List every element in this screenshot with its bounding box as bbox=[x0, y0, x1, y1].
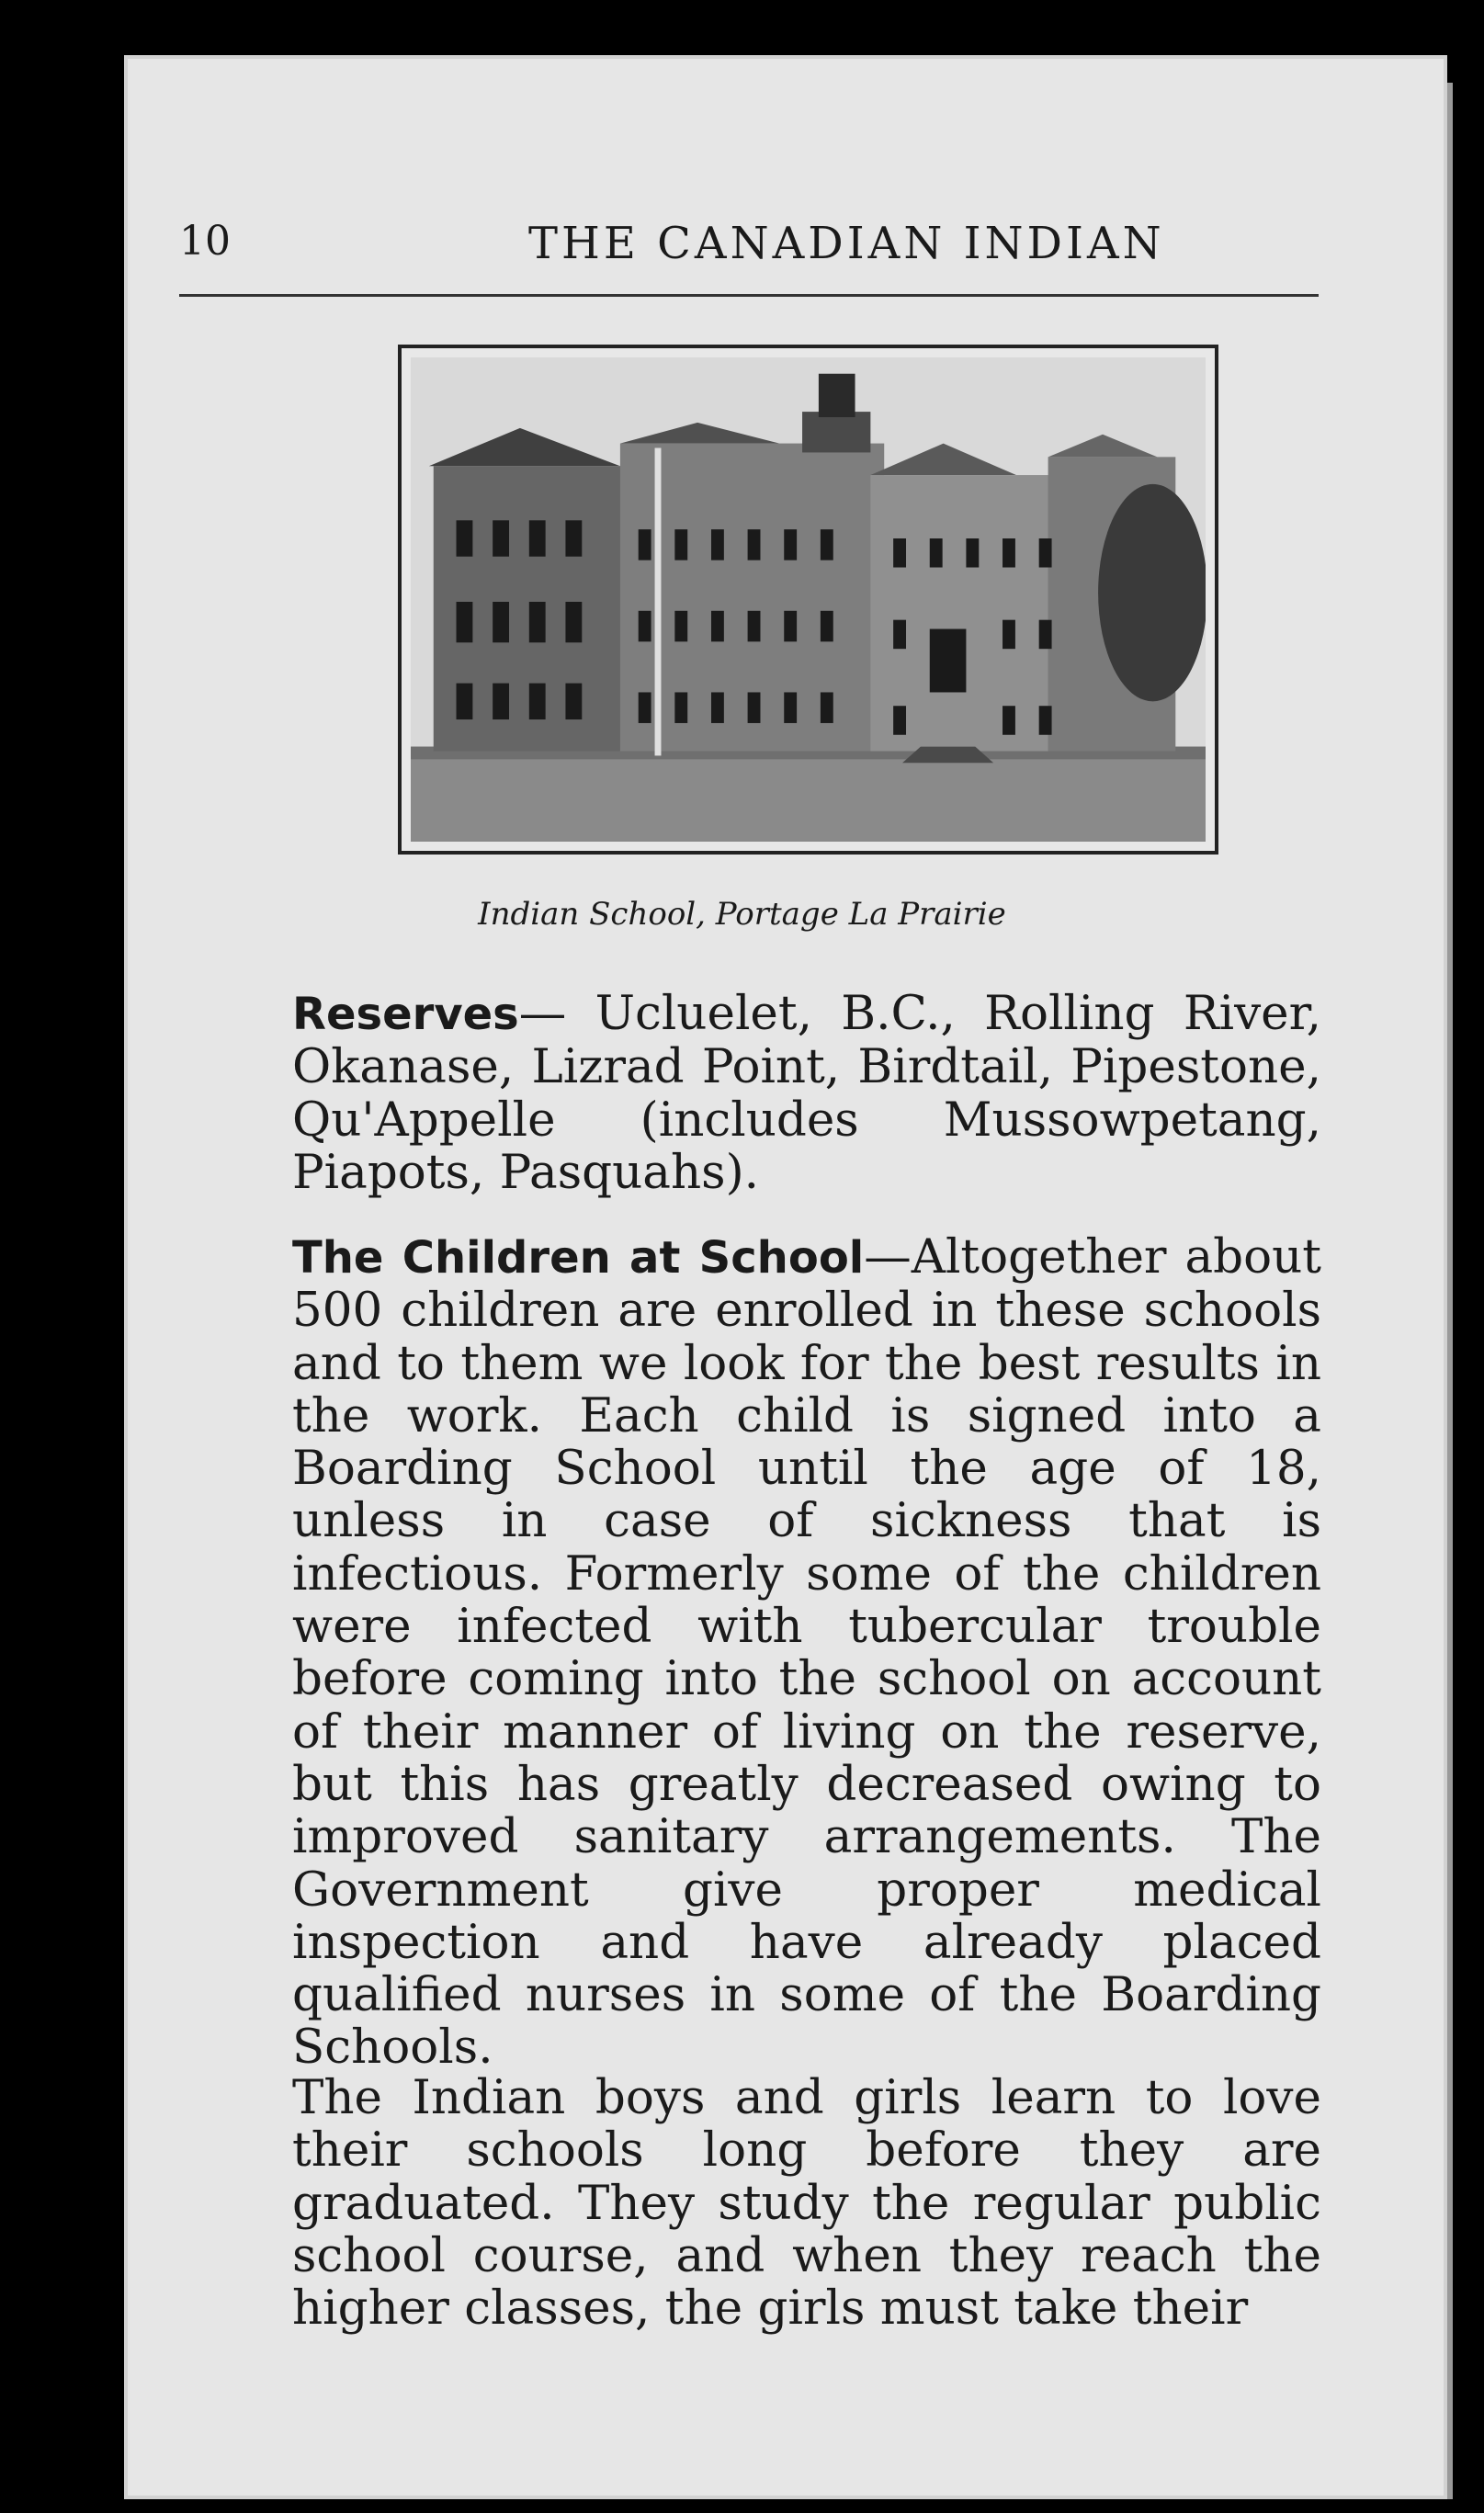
page-edge bbox=[1447, 83, 1453, 2499]
paragraph-lead: Reserves bbox=[292, 989, 519, 1040]
paragraph-children-at-school bbox=[292, 1231, 1321, 2075]
school-building-image bbox=[411, 357, 1206, 842]
school-photo bbox=[398, 345, 1218, 855]
paragraph-lead: The Children at School bbox=[292, 1232, 865, 1284]
building-illustration bbox=[411, 357, 1206, 842]
paragraph-boys-and-girls bbox=[292, 2072, 1321, 2335]
paragraph-text: The Indian boys and girls learn to love their schools long before they are graduated. They study the regular public school course, and when they reach the higher classes, the girls must take their bbox=[292, 2070, 1321, 2337]
running-title: THE CANADIAN INDIAN bbox=[528, 218, 1165, 269]
page-number: 10 bbox=[179, 218, 231, 265]
paragraph-text: —Altogether about 500 children are enrolled in these schools and to them we look for the best results in the work. Each child is signed into a Boarding School until the age of 18, unless in case of sickness that is infectious. Formerly some of the children were infected with tubercular trouble before coming into the school on account of their manner of living on the reserve, but this has greatly decreased owing to improved sanitary arrangements. The Government give proper medical inspection and have already placed qualified nurses in some of the Boarding Schools. bbox=[292, 1229, 1321, 2076]
paragraph-text: — Ucluelet, B.C., Rolling River, Okanase, Lizrad Point, Birdtail, Pipestone, Qu'Appelle (includes Mussowpetang, Piapots, Pasquahs). bbox=[292, 986, 1321, 1200]
paragraph-reserves bbox=[292, 988, 1321, 1199]
page-header bbox=[179, 207, 1319, 297]
figure-caption: Indian School, Portage La Prairie bbox=[478, 896, 1006, 933]
